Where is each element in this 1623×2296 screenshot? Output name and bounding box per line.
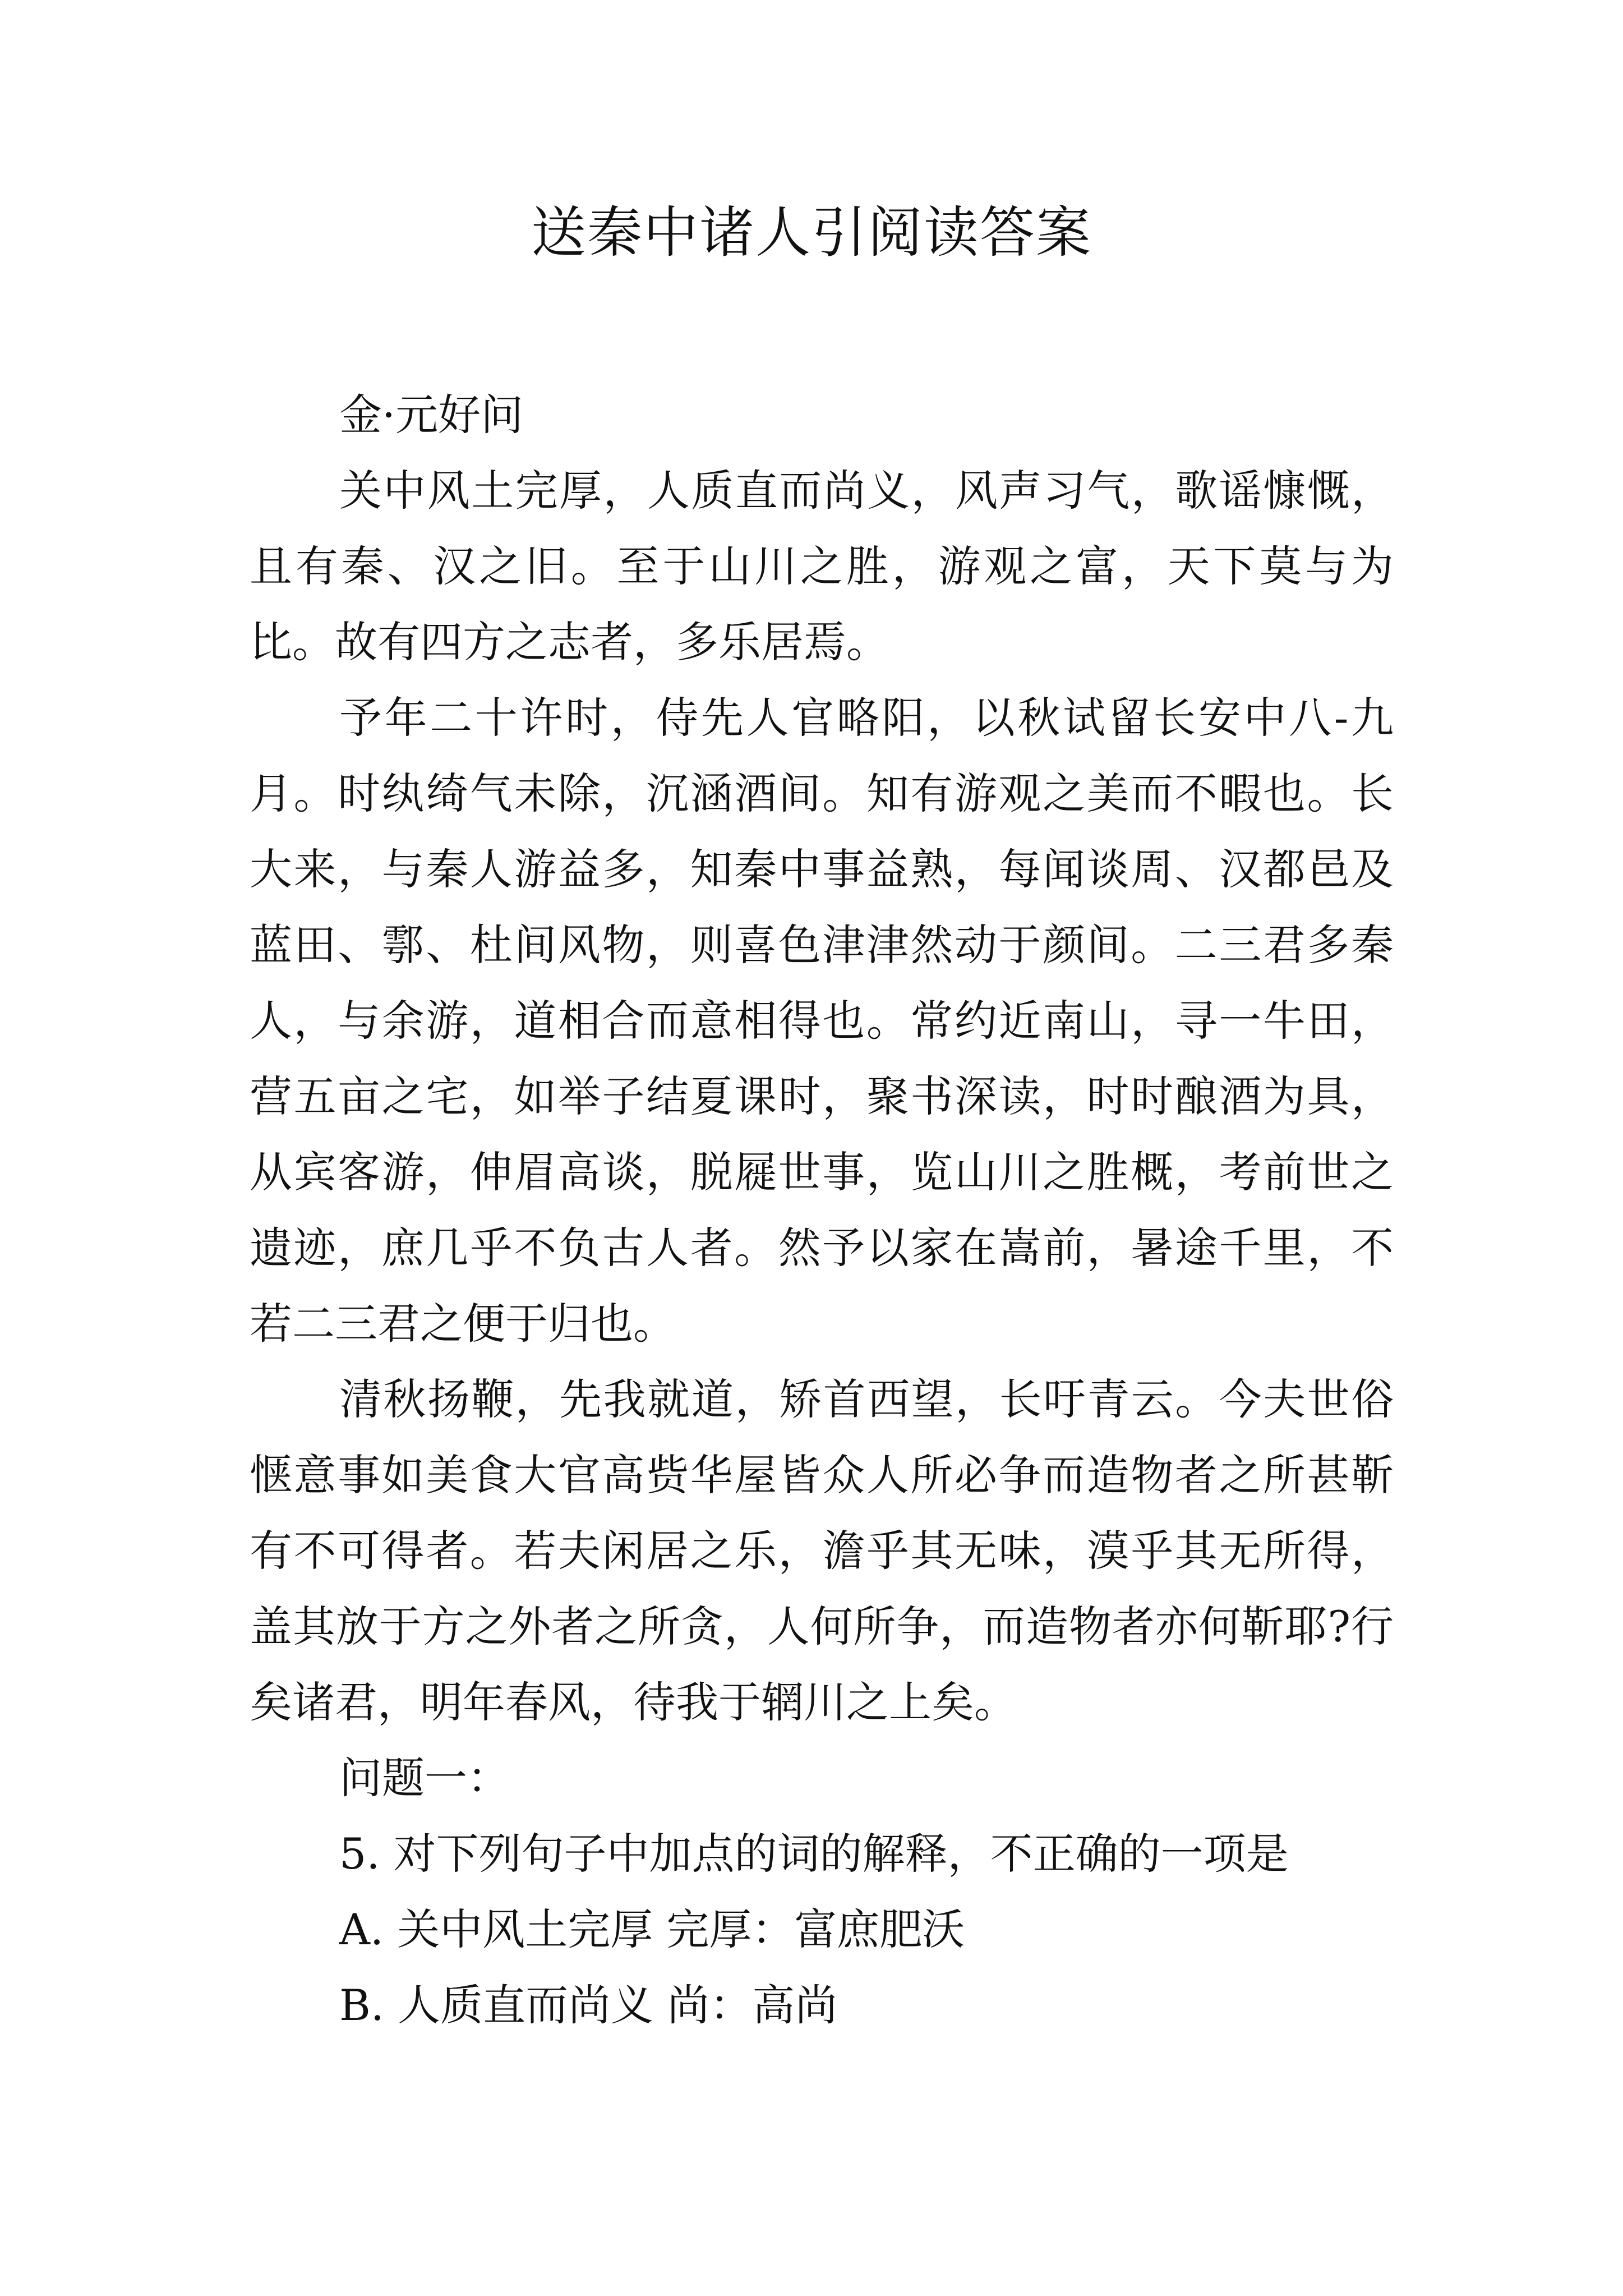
paragraph-2: 予年二十许时，侍先人官略阳，以秋试留长安中八-九月。时纨绮气未除，沉涵酒间。知有游观之美而不暇也。长大来，与秦人游益多，知秦中事益熟，每闻谈周、汉都邑及蓝田、鄠、杜间风物，则喜色津津然动于颜间。二三君多秦人，与余游，道相合而意相得也。常约近南山，寻一牛田，营五亩之宅，如举子结夏课时，聚书深读，时时酿酒为具，从宾客游，伸眉高谈，脱屣世事，览山川之胜概，考前世之遗迹，庶几乎不负古人者。然予以家在嵩前，暑途千里，不若二三君之便于归也。 bbox=[250, 693, 1394, 1349]
option-a: A. 关中风土完厚 完厚：富庶肥沃 bbox=[339, 1904, 965, 1954]
question-text: 5. 对下列句子中加点的词的解释，不正确的一项是 bbox=[339, 1829, 1289, 1879]
paragraph-3: 清秋扬鞭，先我就道，矫首西望，长吁青云。今夫世俗惬意事如美食大官高赀华屋皆众人所必争而造物者之所甚靳有不可得者。若夫闲居之乐，澹乎其无味，漠乎其无所得，盖其放于方之外者之所贪，人何所争，而造物者亦何靳耶?行矣诸君，明年春风，待我于辋川之上矣。 bbox=[250, 1374, 1394, 1727]
article-body bbox=[250, 377, 1394, 2043]
paragraph-1: 关中风土完厚，人质直而尚义，风声习气，歌谣慷慨，且有秦、汉之旧。至于山川之胜，游观之富，天下莫与为比。故有四方之志者，多乐居焉。 bbox=[250, 466, 1394, 667]
question-heading: 问题一： bbox=[339, 1753, 510, 1803]
option-b: B. 人质直而尚义 尚：高尚 bbox=[339, 1980, 838, 2030]
author-line: 金·元好问 bbox=[339, 390, 524, 440]
page-title: 送秦中诸人引阅读答案 bbox=[531, 201, 1092, 265]
